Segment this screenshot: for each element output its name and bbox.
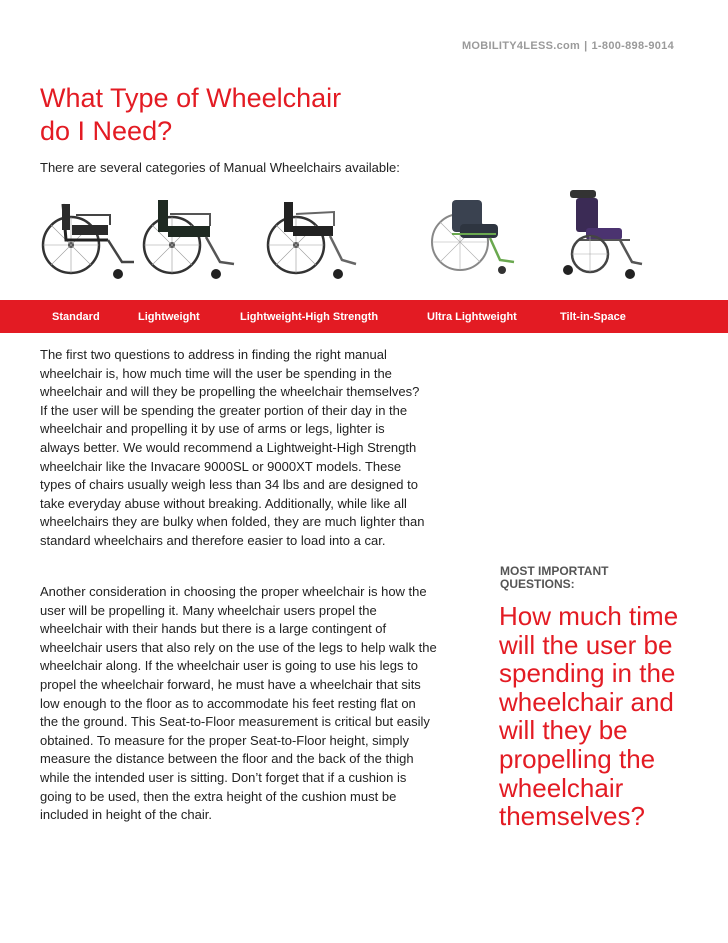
title-line-2: do I Need? — [40, 116, 173, 146]
sidebar-label-line-1: MOST IMPORTANT — [500, 564, 609, 578]
sidebar-label — [500, 565, 608, 591]
text-line: the the ground. This Seat-to-Floor measurement is critical but easily — [40, 714, 430, 730]
quote-line: will the user be — [499, 629, 673, 660]
category-lightweight: Lightweight — [138, 311, 200, 323]
sidebar-label-line-2: QUESTIONS: — [500, 577, 575, 591]
text-line: wheelchairs they are bulky when folded, they are much lighter than — [40, 514, 425, 530]
text-line: going to be used, then the extra height of the cushion must be — [40, 788, 397, 804]
category-tilt-in-space: Tilt-in-Space — [560, 311, 626, 323]
paragraph-1 — [40, 346, 492, 551]
quote-line: wheelchair and — [499, 686, 674, 717]
text-line: while the intended user is sitting. Don’t forget that if a cushion is — [40, 769, 407, 785]
quote-line: spending in the — [499, 658, 676, 689]
paragraph-2 — [40, 583, 492, 825]
lightweight-wheelchair-icon — [140, 190, 240, 285]
title-line-1: What Type of Wheelchair — [40, 83, 342, 113]
page-title — [40, 82, 500, 148]
text-line: propel the wheelchair forward, he must have a wheelchair that sits — [40, 676, 421, 692]
text-line: obtained. To measure for the proper Seat-to-Floor height, simply — [40, 732, 410, 748]
category-ultra-lightweight: Ultra Lightweight — [427, 311, 517, 323]
text-line: standard wheelchairs and therefore easier to load into a car. — [40, 532, 386, 548]
quote-line: How much time — [499, 601, 679, 631]
pull-quote — [499, 602, 721, 831]
text-line: wheelchair users that also rely on the use of the legs to help walk the — [40, 639, 437, 655]
ultra-lightweight-wheelchair-icon — [430, 190, 530, 285]
text-line: wheelchair with their hands but there is a large contingent of — [40, 621, 387, 637]
text-line: Another consideration in choosing the proper wheelchair is how the — [40, 584, 427, 599]
text-line: take everyday abuse without breaking. Additionally, while like all — [40, 495, 407, 511]
text-line: user will be propelling it. Many wheelchair users propel the — [40, 602, 377, 618]
quote-line: will they be — [499, 715, 628, 746]
text-line: wheelchair like the Invacare 9000SL or 9000XT models. These — [40, 458, 402, 474]
text-line: types of chairs usually weigh less than 34 lbs and are designed to — [40, 477, 418, 493]
intro-text: There are several categories of Manual Wheelchairs available: — [40, 160, 400, 175]
quote-line: themselves? — [499, 801, 645, 832]
header-contact — [462, 40, 674, 52]
quote-line: propelling the — [499, 743, 656, 774]
high-strength-wheelchair-icon — [264, 190, 364, 285]
text-line: measure the distance between the floor and the back of the thigh — [40, 751, 414, 767]
text-line: wheelchair along. If the wheelchair user is going to use his legs to — [40, 658, 418, 674]
text-line: included in height of the chair. — [40, 807, 213, 823]
site-name: MOBILITY4LESS.com — [461, 40, 581, 52]
category-bar — [0, 300, 728, 333]
phone-number: 1-800-898-9014 — [591, 40, 674, 52]
text-line: wheelchair and propelling it by use of arms or legs, lighter is — [40, 421, 385, 437]
text-line: low enough to the floor as to accommodate his feet resting flat on — [40, 695, 416, 711]
text-line: If the user will be spending the greater portion of their day in the — [40, 402, 408, 418]
text-line: wheelchair is, how much time will the user be spending in the — [40, 365, 392, 381]
standard-wheelchair-icon — [38, 190, 138, 285]
quote-line: wheelchair — [499, 772, 624, 803]
text-line: always better. We would recommend a Lightweight-High Strength — [40, 439, 417, 455]
tilt-in-space-wheelchair-icon — [550, 190, 650, 285]
text-line: wheelchair and will they be propelling the wheelchair themselves? — [40, 384, 420, 400]
wheelchair-images — [30, 190, 728, 290]
category-lightweight-high-strength: Lightweight-High Strength — [240, 311, 379, 323]
text-line: The first two questions to address in finding the right manual — [40, 347, 387, 362]
category-standard: Standard — [52, 311, 100, 323]
header-separator: | — [584, 40, 588, 52]
